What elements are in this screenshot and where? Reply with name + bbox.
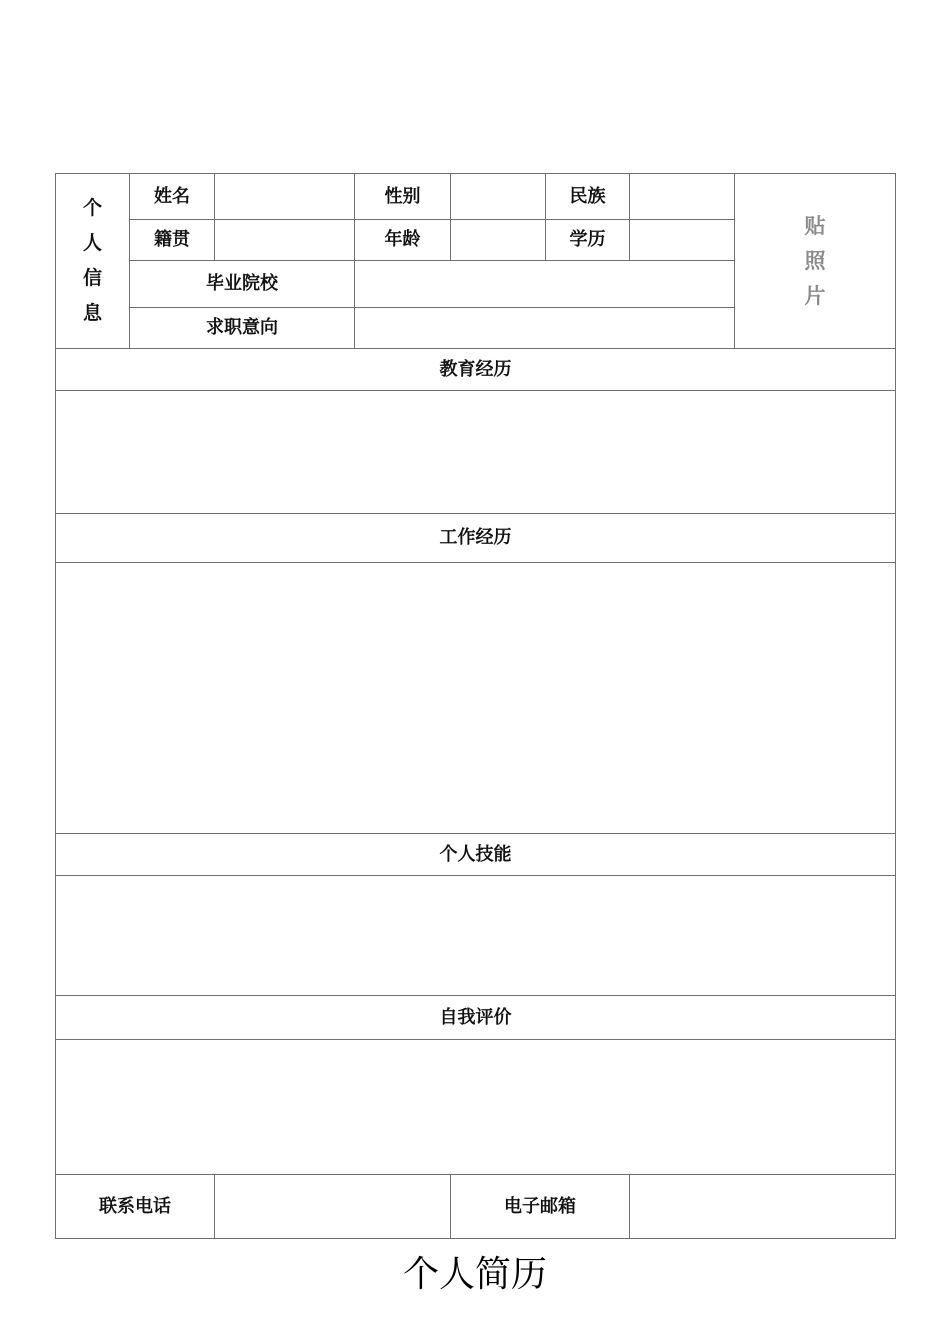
work-heading: 工作经历 [56,514,896,563]
education-heading-row [56,349,896,391]
ethnicity-label-cell [546,174,630,220]
ethnicity-field[interactable] [630,174,735,220]
school-label-cell [130,261,355,308]
skills-heading-row [56,834,896,876]
name-label-cell [130,174,215,220]
education-heading: 教育经历 [56,349,896,391]
personal-info-label-cell [56,174,130,349]
skills-content[interactable] [56,876,896,996]
job-intention-label-cell [130,308,355,349]
job-intention-field[interactable] [355,308,735,349]
work-content-row [56,563,896,834]
self-evaluation-heading: 自我评价 [56,996,896,1040]
native-place-label: 籍贯 [154,229,190,250]
phone-field[interactable] [215,1175,451,1239]
age-label: 年龄 [384,229,421,250]
gender-label: 性别 [384,185,421,207]
education-level-label-cell [546,220,630,261]
skills-heading: 个人技能 [56,834,896,876]
photo-placeholder: 贴照片 [804,213,826,308]
age-field[interactable] [451,220,546,261]
contact-row [56,1175,896,1239]
work-content[interactable] [56,563,896,834]
education-level-label: 学历 [569,229,606,250]
native-place-label-cell [130,220,215,261]
personal-info-label: 个人信息 [82,197,102,324]
age-label-cell [355,220,451,261]
email-field[interactable] [630,1175,896,1239]
self-evaluation-content[interactable] [56,1040,896,1175]
gender-label-cell [355,174,451,220]
work-heading-row [56,514,896,563]
education-content[interactable] [56,391,896,514]
school-field[interactable] [355,261,735,308]
name-label: 姓名 [154,185,190,207]
resume-table [55,173,896,1239]
email-label-cell [451,1175,630,1239]
email-label: 电子邮箱 [504,1195,576,1217]
name-field[interactable] [215,174,355,220]
job-intention-label: 求职意向 [206,317,278,338]
info-row-1 [56,174,896,220]
ethnicity-label: 民族 [569,185,606,207]
phone-label-cell [56,1175,215,1239]
self-evaluation-heading-row [56,996,896,1040]
education-content-row [56,391,896,514]
self-evaluation-content-row [56,1040,896,1175]
education-level-field[interactable] [630,220,735,261]
skills-content-row [56,876,896,996]
photo-cell[interactable] [735,174,896,349]
native-place-field[interactable] [215,220,355,261]
gender-field[interactable] [451,174,546,220]
school-label: 毕业院校 [206,273,278,294]
phone-label: 联系电话 [99,1195,171,1217]
document-title: 个人简历 [402,1254,547,1295]
